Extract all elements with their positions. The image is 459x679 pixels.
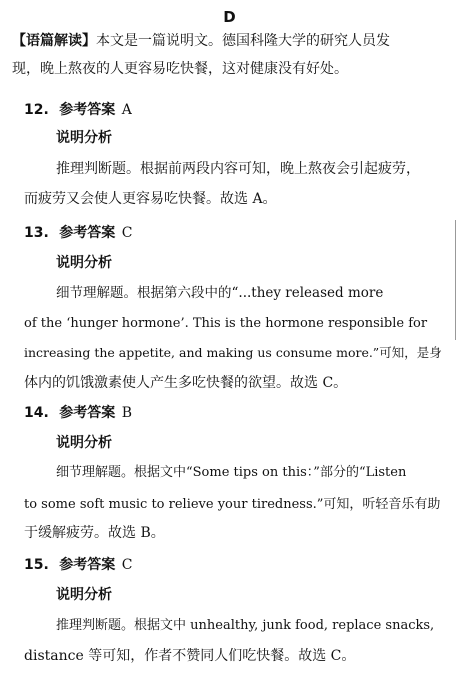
answer-letter: C	[121, 225, 133, 241]
question-13-line-1: 细节理解题。根据第六段中的“...they released more	[56, 285, 384, 301]
intro-text-1: 本文是一篇说明文。德国科隆大学的研究人员发	[96, 33, 390, 49]
question-number: 15.	[24, 557, 49, 573]
question-13-header	[24, 224, 132, 242]
question-number: 13.	[24, 225, 49, 241]
question-12-line-2: 而疲劳又会使人更容易吃快餐。故选 A。	[24, 191, 277, 207]
question-13-line-4: 体内的饥饿激素使人产生多吃快餐的欲望。故选 C。	[24, 375, 348, 391]
question-13-analysis-label: 说明分析	[56, 255, 112, 271]
intro-line-2: 现，晚上熬夜的人更容易吃快餐，这对健康没有好处。	[12, 61, 348, 77]
question-15-header	[24, 556, 132, 574]
question-14-line-3: 于缓解疲劳。故选 B。	[24, 525, 165, 541]
question-15-line-1: 推理判断题。根据文中 unhealthy, junk food, replace snacks,	[56, 618, 435, 633]
answer-label: 参考答案	[59, 102, 116, 118]
question-13-line-2: of the ‘hunger hormone’. This is the hormone responsible for	[24, 316, 428, 331]
section-title: D	[223, 8, 236, 26]
question-14-line-1: 细节理解题。根据文中“Some tips on this：”部分的“Listen	[56, 465, 407, 480]
answer-letter: A	[121, 102, 132, 118]
intro-bracket-open: 【	[12, 33, 26, 49]
question-15-analysis-label: 说明分析	[56, 587, 112, 603]
question-13-line-3: increasing the appetite, and making us consume more.”可知，是身	[24, 345, 442, 360]
answer-label: 参考答案	[59, 225, 116, 241]
intro-bracket-close: 】	[82, 33, 96, 49]
answer-label: 参考答案	[59, 405, 116, 421]
question-12-analysis-label: 说明分析	[56, 130, 112, 146]
question-12-line-1: 推理判断题。根据前两段内容可知，晚上熬夜会引起疲劳，	[56, 161, 420, 177]
question-14-line-2: to some soft music to relieve your tiredness.”可知，听轻音乐有助	[24, 497, 441, 512]
question-number: 14.	[24, 405, 49, 421]
question-number: 12.	[24, 102, 49, 118]
question-12-header	[24, 101, 132, 119]
intro-label: 语篇解读	[26, 33, 82, 49]
question-14-header	[24, 404, 132, 422]
intro-line-1	[12, 32, 390, 50]
question-15-line-2: distance 等可知，作者不赞同人们吃快餐。故选 C。	[24, 648, 356, 664]
question-14-analysis-label: 说明分析	[56, 435, 112, 451]
answer-label: 参考答案	[59, 557, 116, 573]
scan-edge-mark	[455, 220, 456, 340]
answer-letter: C	[121, 557, 133, 573]
answer-letter: B	[121, 405, 133, 421]
